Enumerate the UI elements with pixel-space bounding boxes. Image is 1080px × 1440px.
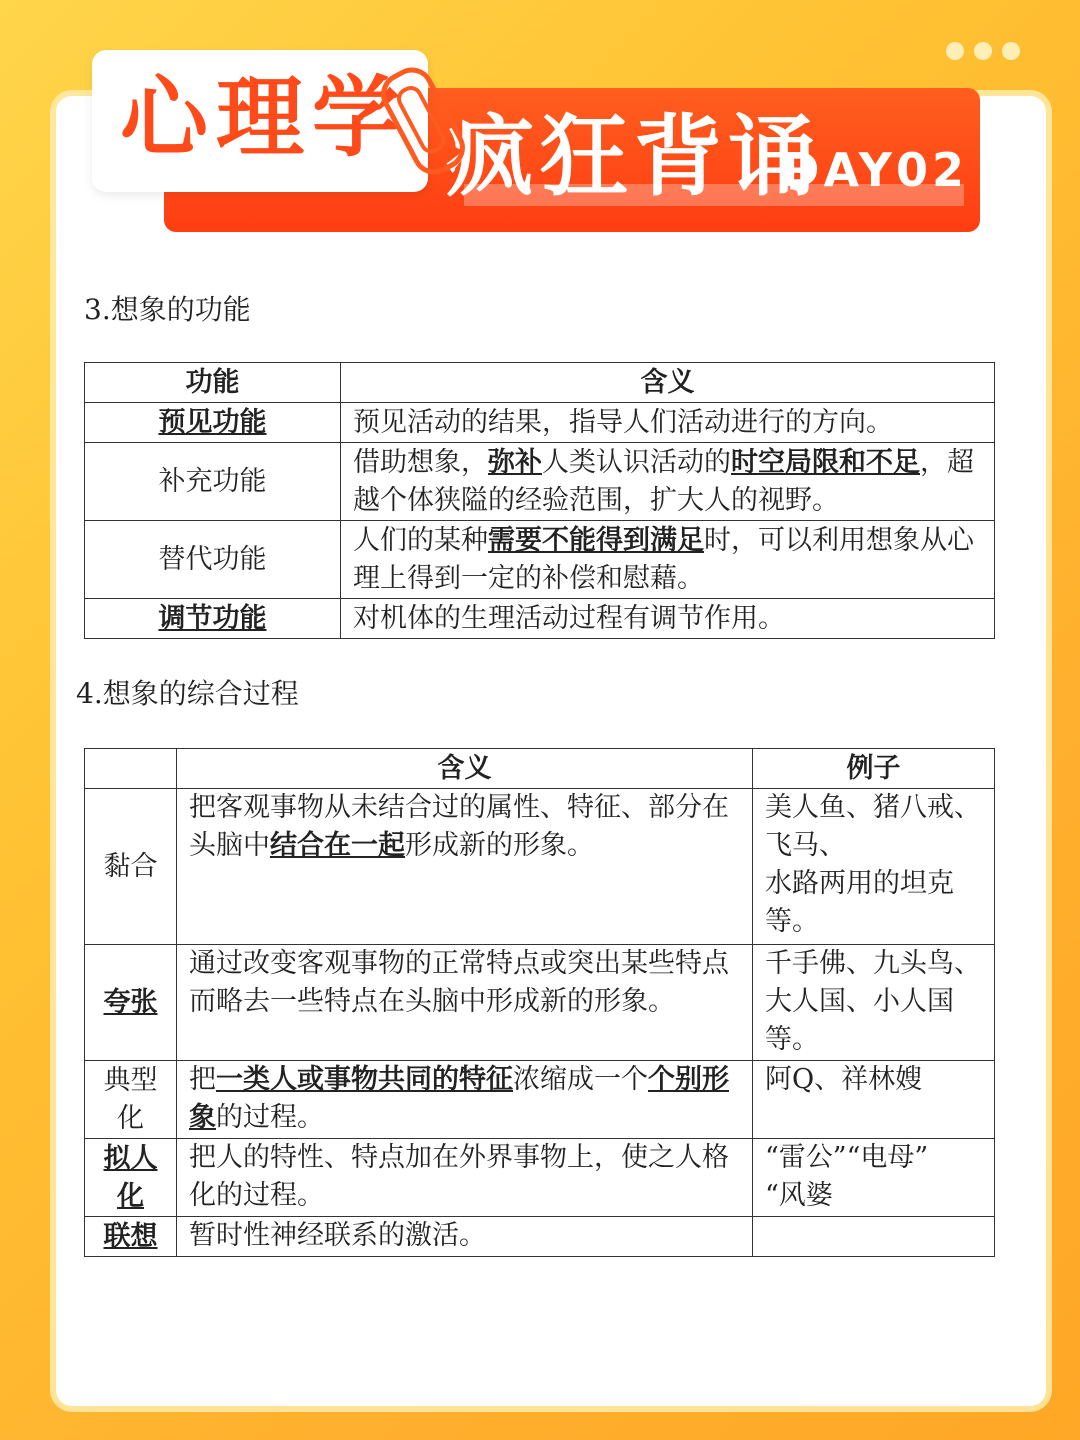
- functions-table: [84, 362, 995, 639]
- table-row: [85, 443, 995, 521]
- text-segment: 借助想象，: [353, 446, 488, 478]
- text-segment: 人们的某种: [353, 524, 488, 556]
- function-name: 预见功能: [85, 403, 341, 443]
- table-row: [85, 403, 995, 443]
- table-row: [85, 599, 995, 639]
- text-segment: 的过程。: [216, 1102, 324, 1133]
- method-name: 夸张: [85, 945, 177, 1061]
- function-meaning: [341, 599, 995, 639]
- function-name: 替代功能: [85, 521, 341, 599]
- method-name: 典型化: [85, 1061, 177, 1139]
- title-part2: 疯狂背诵: [446, 105, 823, 208]
- method-meaning: [177, 1217, 753, 1257]
- text-segment: 对机体的生理活动过程有调节作用。: [353, 602, 785, 634]
- method-name: 联想: [85, 1217, 177, 1257]
- table-row: [85, 945, 995, 1061]
- method-meaning: [177, 945, 753, 1061]
- header-example: 例子: [753, 749, 995, 789]
- table-row: [85, 1217, 995, 1257]
- title-banner-white: [92, 50, 428, 192]
- title-day: DAY02: [781, 143, 968, 197]
- text-segment: 暂时性神经联系的激活。: [189, 1220, 486, 1251]
- decorative-dots: [946, 42, 1020, 60]
- header-blank: [85, 749, 177, 789]
- text-segment: 人类认识活动的: [542, 446, 731, 478]
- text-segment: 把人的特性、特点加在外界事物上，使之人格化的过程。: [189, 1142, 729, 1211]
- text-segment: 浓缩成一个: [513, 1064, 648, 1095]
- table-row: [85, 1139, 995, 1217]
- text-segment: 把: [189, 1064, 216, 1095]
- header-meaning: 含义: [341, 363, 995, 403]
- method-example: 美人鱼、猪八戒、飞马、 水路两用的坦克等。: [753, 789, 995, 945]
- method-example: 阿Q、祥林嫂: [753, 1061, 995, 1139]
- key-term: 需要不能得到满足: [488, 524, 704, 556]
- synthesis-table: [84, 748, 995, 1257]
- function-meaning: [341, 521, 995, 599]
- title-part1: 心理学: [120, 66, 409, 169]
- text-segment: ，超越个体狭隘的经验范围，扩大人的视野。: [353, 446, 974, 516]
- section4-title: 4.想象的综合过程: [76, 677, 299, 710]
- key-term: 一类人或事物共同的特征: [216, 1064, 513, 1095]
- text-segment: 形成新的形象。: [405, 830, 594, 861]
- table-row: [85, 521, 995, 599]
- text-segment: 通过改变客观事物的正常特点或突出某些特点而略去一些特点在头脑中形成新的形象。: [189, 948, 729, 1017]
- method-example: “雷公”“电母” “风婆: [753, 1139, 995, 1217]
- header-meaning: 含义: [177, 749, 753, 789]
- key-term: 时空局限和不足: [731, 446, 920, 478]
- method-name: 黏合: [85, 789, 177, 945]
- method-example: [753, 1217, 995, 1257]
- table-row: [85, 1061, 995, 1139]
- key-term: 个别形象: [189, 1064, 729, 1133]
- method-meaning: [177, 1139, 753, 1217]
- table-row: [85, 789, 995, 945]
- function-meaning: [341, 443, 995, 521]
- text-segment: 把客观事物从未结合过的属性、特征、部分在头脑中: [189, 792, 729, 861]
- text-segment: 预见活动的结果，指导人们活动进行的方向。: [353, 406, 893, 438]
- function-name: 调节功能: [85, 599, 341, 639]
- function-name: 补充功能: [85, 443, 341, 521]
- key-term: 结合在一起: [270, 830, 405, 861]
- function-meaning: [341, 403, 995, 443]
- method-example: 千手佛、九头鸟、大人国、小人国等。: [753, 945, 995, 1061]
- method-name: 拟人化: [85, 1139, 177, 1217]
- section3-title: 3.想象的功能: [84, 293, 251, 326]
- header-function: 功能: [85, 363, 341, 403]
- text-segment: 时，可以利用想象从心理上得到一定的补偿和慰藉。: [353, 524, 974, 594]
- method-meaning: [177, 1061, 753, 1139]
- key-term: 弥补: [488, 446, 542, 478]
- method-meaning: [177, 789, 753, 945]
